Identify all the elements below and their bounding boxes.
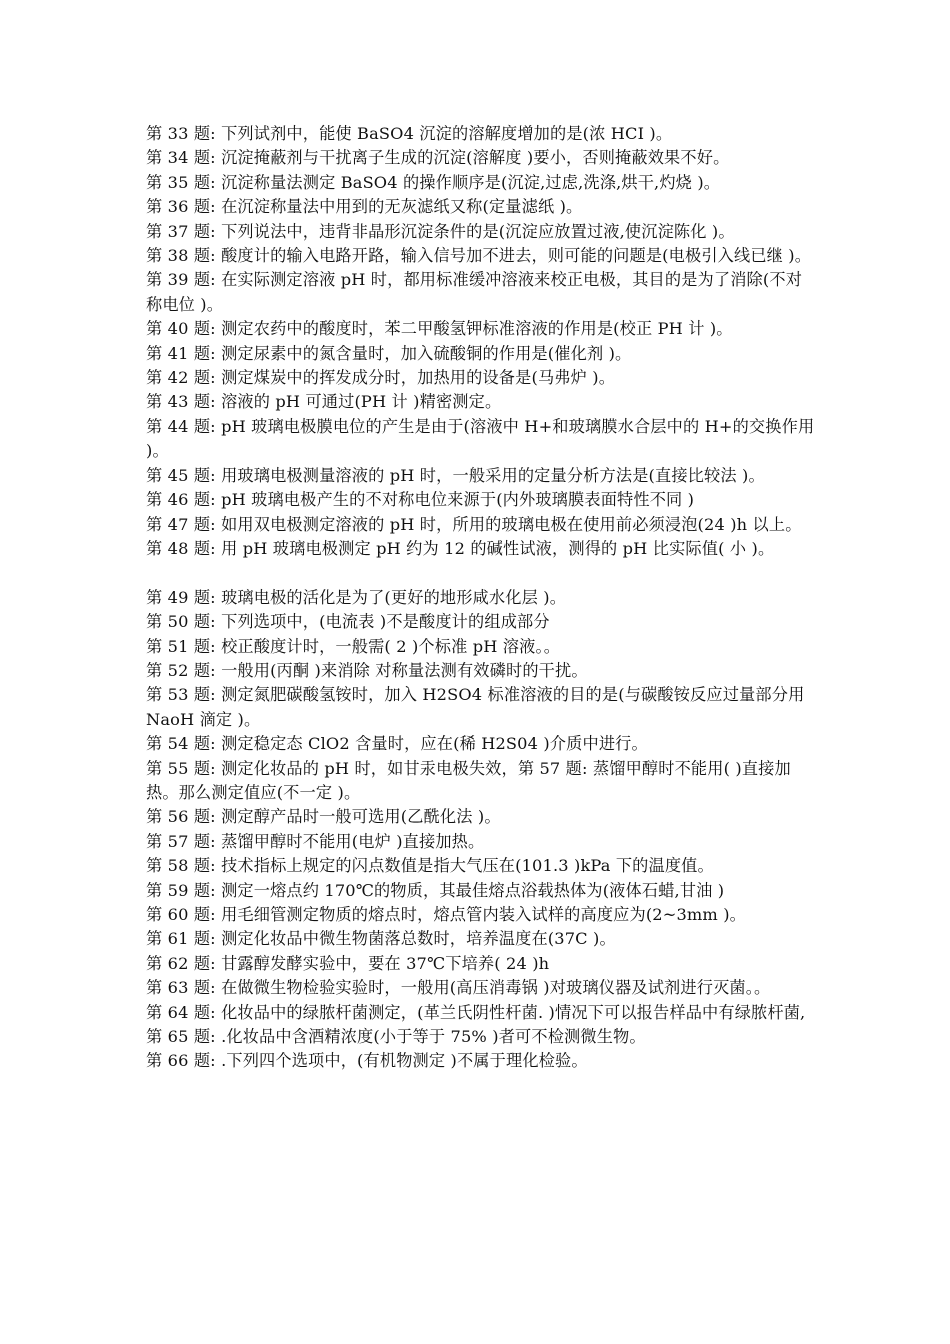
question-46: 第 46 题: pH 玻璃电极产生的不对称电位来源于(内外玻璃膜表面特性不同 ) xyxy=(146,490,695,510)
question-55: 第 55 题: 测定化妆品的 pH 时，如甘汞电极失效，第 57 题: 蒸馏甲醇时不能用( )直接加热。那么测定值应(不一定 )。 xyxy=(146,758,791,802)
question-59: 第 59 题: 测定一熔点约 170℃的物质，其最佳熔点浴载热体为(液体石蜡,甘油 ) xyxy=(146,880,725,900)
question-63: 第 63 题: 在做微生物检验实验时，一般用(高压消毒锅 )对玻璃仪器及试剂进行灭菌。。 xyxy=(146,978,771,998)
question-57: 第 57 题: 蒸馏甲醇时不能用(电炉 )直接加热。 xyxy=(146,831,485,851)
question-51: 第 51 题: 校正酸度计时，一般需( 2 )个标准 pH 溶液。。 xyxy=(146,636,561,656)
question-36: 第 36 题: 在沉淀称量法中用到的无灰滤纸又称(定量滤纸 )。 xyxy=(146,197,583,217)
question-37: 第 37 题: 下列说法中，违背非晶形沉淀条件的是(沉淀应放置过液,使沉淀陈化 )。 xyxy=(146,221,735,241)
question-45: 第 45 题: 用玻璃电极测量溶液的 pH 时，一般采用的定量分析方法是(直接比较法 )。 xyxy=(146,465,765,485)
question-62: 第 62 题: 甘露醇发酵实验中，要在 37℃下培养( 24 )h xyxy=(146,953,550,973)
question-40: 第 40 题: 测定农药中的酸度时，苯二甲酸氢钾标准溶液的作用是(校正 PH 计 )。 xyxy=(146,319,733,339)
question-48: 第 48 题: 用 pH 玻璃电极测定 pH 约为 12 的碱性试液，测得的 pH 比实际值( 小 )。 xyxy=(146,538,775,558)
question-58: 第 58 题: 技术指标上规定的闪点数值是指大气压在(101.3 )kPa 下的温度值。 xyxy=(146,856,714,876)
question-66: 第 66 题: .下列四个选项中，(有机物测定 )不属于理化检验。 xyxy=(146,1051,588,1071)
question-64: 第 64 题: 化妆品中的绿脓杆菌测定，(革兰氏阴性杆菌. )情况下可以报告样品中有绿脓杆菌, xyxy=(146,1002,806,1022)
question-65: 第 65 题: .化妆品中含酒精浓度(小于等于 75% )者可不检测微生物。 xyxy=(146,1027,646,1047)
question-53: 第 53 题: 测定氮肥碳酸氢铵时，加入 H2SO4 标准溶液的目的是(与碳酸铵反应过量部分用 NaoH 滴定 )。 xyxy=(146,685,805,729)
question-41: 第 41 题: 测定尿素中的氮含量时，加入硫酸铜的作用是(催化剂 )。 xyxy=(146,343,632,363)
question-50: 第 50 题: 下列选项中，(电流表 )不是酸度计的组成部分 xyxy=(146,612,550,632)
question-39: 第 39 题: 在实际测定溶液 pH 时，都用标准缓冲溶液来校正电极，其目的是为了消除(不对称电位 )。 xyxy=(146,270,803,314)
question-47: 第 47 题: 如用双电极测定溶液的 pH 时，所用的玻璃电极在使用前必须浸泡(24 )h 以上。 xyxy=(146,514,802,534)
question-33: 第 33 题: 下列试剂中，能使 BaSO4 沉淀的溶解度增加的是(浓 HCI )。 xyxy=(146,124,673,143)
question-38: 第 38 题: 酸度计的输入电路开路，输入信号加不进去，则可能的问题是(电极引入线已继 )。 xyxy=(146,246,812,266)
question-56: 第 56 题: 测定醇产品时一般可选用(乙酰化法 )。 xyxy=(146,807,501,827)
question-42: 第 42 题: 测定煤炭中的挥发成分时，加热用的设备是(马弗炉 )。 xyxy=(146,368,616,388)
question-61: 第 61 题: 测定化妆品中微生物菌落总数时，培养温度在(37C )。 xyxy=(146,929,616,949)
question-52: 第 52 题: 一般用(丙酮 )来消除 对称量法测有效磷时的干扰。 xyxy=(146,660,588,680)
question-44: 第 44 题: pH 玻璃电极膜电位的产生是由于(溶液中 H+和玻璃膜水合层中的 H+的交换作用 )。 xyxy=(146,416,815,461)
question-60: 第 60 题: 用毛细管测定物质的熔点时，熔点管内装入试样的高度应为(2~3mm )。 xyxy=(146,904,747,924)
question-34: 第 34 题: 沉淀掩蔽剂与干扰离子生成的沉淀(溶解度 )要小，否则掩蔽效果不好。 xyxy=(146,148,730,168)
question-49: 第 49 题: 玻璃电极的活化是为了(更好的地形咸水化层 )。 xyxy=(146,587,567,607)
question-54: 第 54 题: 测定稳定态 ClO2 含量时，应在(稀 H2S04 )介质中进行。 xyxy=(146,734,648,754)
question-list xyxy=(146,122,816,1074)
question-35: 第 35 题: 沉淀称量法测定 BaSO4 的操作顺序是(沉淀,过虑,洗涤,烘干,灼烧 )。 xyxy=(146,172,721,192)
question-43: 第 43 题: 溶液的 pH 可通过(PH 计 )精密测定。 xyxy=(146,392,502,412)
paragraph-gap xyxy=(146,561,816,585)
